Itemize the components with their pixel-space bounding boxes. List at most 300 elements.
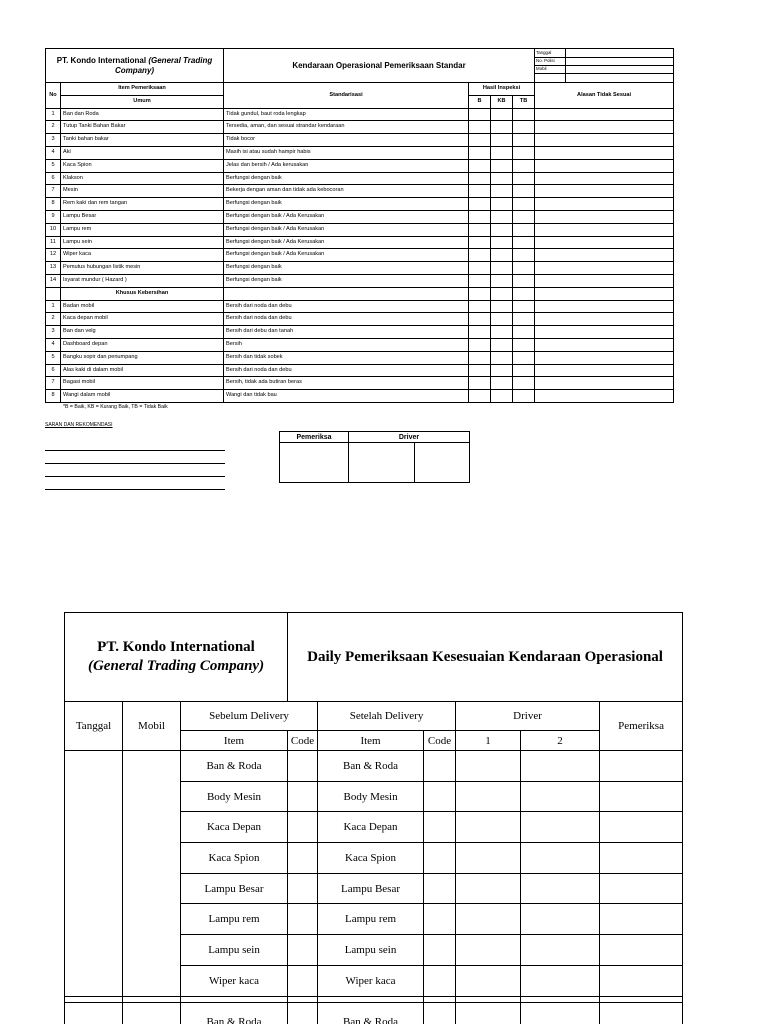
row-check-b[interactable]	[469, 326, 491, 339]
daily-pemeriksa-cell[interactable]	[600, 935, 683, 966]
inspection-row	[46, 274, 674, 287]
inspection-row	[46, 172, 674, 185]
row-item: Tutup Tanki Bahan Bakar	[61, 121, 224, 134]
row-check-b[interactable]	[469, 300, 491, 313]
inspection-row	[46, 108, 674, 121]
row-reason[interactable]	[535, 172, 674, 185]
daily-item-after: Wiper kaca	[318, 965, 424, 996]
row-check-tb[interactable]	[513, 274, 535, 287]
meta-value-blank[interactable]	[565, 74, 673, 82]
meta-value-mobil[interactable]	[565, 66, 673, 74]
row-check-kb[interactable]	[491, 262, 513, 275]
daily-code-after[interactable]	[424, 904, 456, 935]
daily-code-before[interactable]	[288, 1002, 318, 1024]
row-item: Bagasi mobil	[61, 377, 224, 390]
row-standard: Wangi dan tidak bau	[224, 390, 469, 403]
inspection-row	[46, 262, 674, 275]
row-item: Klakson	[61, 172, 224, 185]
header-kb: KB	[491, 95, 513, 108]
daily-item-before: Lampu sein	[181, 935, 288, 966]
daily-code-before[interactable]	[288, 812, 318, 843]
row-check-tb[interactable]	[513, 172, 535, 185]
row-reason[interactable]	[535, 377, 674, 390]
sig-box-driver-2[interactable]	[415, 443, 470, 483]
row-check-tb[interactable]	[513, 262, 535, 275]
row-check-kb[interactable]	[491, 300, 513, 313]
row-standard: Berfungsi dengan baik	[224, 172, 469, 185]
daily-driver-2-cell[interactable]	[521, 781, 600, 812]
signature-block	[279, 431, 470, 483]
row-check-tb[interactable]	[513, 326, 535, 339]
row-check-b[interactable]	[469, 108, 491, 121]
row-check-kb[interactable]	[491, 274, 513, 287]
daily-pemeriksa-cell[interactable]	[600, 843, 683, 874]
meta-table	[535, 49, 673, 82]
daily-header-driver-2: 2	[521, 731, 600, 751]
row-standard: Bekerja dengan aman dan tidak ada kebocoran	[224, 185, 469, 198]
row-item: Ban dan Roda	[61, 108, 224, 121]
row-standard: Bersih	[224, 338, 469, 351]
row-standard: Berfungsi dengan baik / Ada Kerusakan	[224, 223, 469, 236]
row-reason[interactable]	[535, 108, 674, 121]
row-standard: Berfungsi dengan baik	[224, 262, 469, 275]
daily-item-after: Lampu rem	[318, 904, 424, 935]
kebersihan-tb-blank	[513, 287, 535, 300]
row-standard: Berfungsi dengan baik / Ada Kerusakan	[224, 210, 469, 223]
daily-code-before[interactable]	[288, 935, 318, 966]
header-hasil-inspeksi: Hasil Inspeksi	[469, 83, 535, 96]
row-check-b[interactable]	[469, 338, 491, 351]
inspection-row	[46, 198, 674, 211]
meta-label-tanggal: Tanggal	[535, 49, 565, 57]
row-reason[interactable]	[535, 300, 674, 313]
meta-cell	[535, 49, 674, 83]
daily-driver-2-cell[interactable]	[521, 843, 600, 874]
row-check-b[interactable]	[469, 121, 491, 134]
row-check-tb[interactable]	[513, 249, 535, 262]
daily-company-suffix: (General Trading Company)	[87, 658, 265, 674]
row-item: Pemutus hubungan listik mesin	[61, 262, 224, 275]
row-reason[interactable]	[535, 134, 674, 147]
daily-code-before[interactable]	[288, 873, 318, 904]
daily-driver-1-cell[interactable]	[456, 781, 521, 812]
row-number: 13	[46, 262, 61, 275]
inspection-row	[46, 364, 674, 377]
daily-driver-2-cell[interactable]	[521, 965, 600, 996]
row-reason[interactable]	[535, 121, 674, 134]
row-check-b[interactable]	[469, 313, 491, 326]
daily-driver-2-cell[interactable]	[521, 1002, 600, 1024]
daily-driver-2-cell[interactable]	[521, 751, 600, 782]
kebersihan-body	[46, 300, 674, 402]
row-standard: Berfungsi dengan baik / Ada Kerusakan	[224, 236, 469, 249]
kebersihan-section-label: Khusus Kebersihan	[61, 287, 224, 300]
row-item: Tanki bahan bakar	[61, 134, 224, 147]
row-item: Bangku sopir dan penumpang	[61, 351, 224, 364]
row-check-b[interactable]	[469, 134, 491, 147]
daily-driver-2-cell[interactable]	[521, 812, 600, 843]
row-item: Lampu sein	[61, 236, 224, 249]
row-reason[interactable]	[535, 159, 674, 172]
daily-inspection-table	[64, 612, 683, 1024]
row-item: Badan mobil	[61, 300, 224, 313]
row-check-b[interactable]	[469, 236, 491, 249]
row-reason[interactable]	[535, 210, 674, 223]
kebersihan-kb-blank	[491, 287, 513, 300]
inspection-row	[46, 351, 674, 364]
row-reason[interactable]	[535, 326, 674, 339]
row-number: 9	[46, 210, 61, 223]
row-standard: Bersih dan tidak sobek	[224, 351, 469, 364]
row-number: 14	[46, 274, 61, 287]
daily-item-after: Kaca Spion	[318, 843, 424, 874]
sig-box-pemeriksa[interactable]	[280, 443, 349, 483]
daily-code-after[interactable]	[424, 781, 456, 812]
row-standard: Jelas dan bersih / Ada kerusakan	[224, 159, 469, 172]
daily-header-mobil: Mobil	[123, 702, 181, 751]
daily-mobil-cell[interactable]	[123, 1002, 181, 1024]
row-check-kb[interactable]	[491, 390, 513, 403]
row-standard: Bersih dari noda dan debu	[224, 364, 469, 377]
row-number: 12	[46, 249, 61, 262]
daily-tanggal-cell[interactable]	[65, 751, 123, 997]
sig-label-driver: Driver	[349, 432, 470, 443]
row-check-tb[interactable]	[513, 351, 535, 364]
row-item: Kaca Spion	[61, 159, 224, 172]
daily-pemeriksa-cell[interactable]	[600, 1002, 683, 1024]
row-check-tb[interactable]	[513, 210, 535, 223]
daily-header-driver: Driver	[456, 702, 600, 731]
header-item: Item Pemeriksaan	[61, 83, 224, 96]
daily-body	[65, 751, 683, 1024]
daily-driver-1-cell[interactable]	[456, 873, 521, 904]
row-reason[interactable]	[535, 390, 674, 403]
daily-driver-1-cell[interactable]	[456, 843, 521, 874]
row-standard: Masih isi atau sudah hampir habis	[224, 146, 469, 159]
inspection-row	[46, 159, 674, 172]
row-check-tb[interactable]	[513, 313, 535, 326]
daily-driver-1-cell[interactable]	[456, 904, 521, 935]
daily-item-before: Wiper kaca	[181, 965, 288, 996]
row-standard: Berfungsi dengan baik	[224, 198, 469, 211]
kebersihan-b-blank	[469, 287, 491, 300]
row-check-kb[interactable]	[491, 313, 513, 326]
daily-item-after: Lampu Besar	[318, 873, 424, 904]
row-reason[interactable]	[535, 338, 674, 351]
row-item: Lampu Besar	[61, 210, 224, 223]
row-standard: Bersih dari noda dan debu	[224, 313, 469, 326]
row-check-tb[interactable]	[513, 236, 535, 249]
daily-tanggal-cell[interactable]	[65, 1002, 123, 1024]
row-number: 2	[46, 313, 61, 326]
row-check-kb[interactable]	[491, 249, 513, 262]
row-check-kb[interactable]	[491, 159, 513, 172]
row-item: Dashboard depan	[61, 338, 224, 351]
daily-driver-2-cell[interactable]	[521, 873, 600, 904]
kebersihan-alasan-blank	[535, 287, 674, 300]
sig-label-pemeriksa: Pemeriksa	[280, 432, 349, 443]
row-item: Ban dan velg	[61, 326, 224, 339]
row-check-b[interactable]	[469, 146, 491, 159]
row-check-tb[interactable]	[513, 338, 535, 351]
daily-pemeriksa-cell[interactable]	[600, 873, 683, 904]
row-reason[interactable]	[535, 351, 674, 364]
daily-code-before[interactable]	[288, 751, 318, 782]
header-tb: TB	[513, 95, 535, 108]
row-standard: Berfungsi dengan baik / Ada Kerusakan	[224, 249, 469, 262]
row-check-tb[interactable]	[513, 146, 535, 159]
row-reason[interactable]	[535, 262, 674, 275]
row-standard: Tidak bocor	[224, 134, 469, 147]
row-check-tb[interactable]	[513, 223, 535, 236]
daily-header-setelah: Setelah Delivery	[318, 702, 456, 731]
row-check-kb[interactable]	[491, 338, 513, 351]
row-check-kb[interactable]	[491, 134, 513, 147]
row-check-b[interactable]	[469, 198, 491, 211]
header-alasan: Alasan Tidak Sesuai	[535, 83, 674, 109]
daily-item-after: Ban & Roda	[318, 751, 424, 782]
inspection-row	[46, 326, 674, 339]
row-number: 3	[46, 134, 61, 147]
inspection-row	[46, 146, 674, 159]
header-standarisasi: Standarisasi	[224, 83, 469, 109]
row-check-kb[interactable]	[491, 377, 513, 390]
row-check-kb[interactable]	[491, 351, 513, 364]
daily-form-title: Daily Pemeriksaan Kesesuaian Kendaraan Operasional	[288, 613, 683, 702]
row-check-tb[interactable]	[513, 121, 535, 134]
daily-item-row	[65, 751, 683, 782]
row-number: 8	[46, 198, 61, 211]
legend-footnote: *B = Baik, KB = Kurang Baik, TB = Tidak Baik	[63, 404, 168, 410]
saran-line-4[interactable]	[45, 477, 225, 490]
row-item: Lampu rem	[61, 223, 224, 236]
row-number: 6	[46, 172, 61, 185]
saran-title: SARAN DAN REKOMENDASI	[45, 422, 113, 428]
daily-code-after[interactable]	[424, 751, 456, 782]
meta-value-tanggal[interactable]	[565, 49, 673, 57]
inspection-row	[46, 185, 674, 198]
daily-driver-2-cell[interactable]	[521, 935, 600, 966]
row-number: 5	[46, 159, 61, 172]
row-number: 11	[46, 236, 61, 249]
row-check-b[interactable]	[469, 210, 491, 223]
row-number: 2	[46, 121, 61, 134]
row-check-kb[interactable]	[491, 146, 513, 159]
daily-item-before: Ban & Roda	[181, 751, 288, 782]
daily-pemeriksa-cell[interactable]	[600, 965, 683, 996]
inspection-row	[46, 236, 674, 249]
row-item: Wiper kaca	[61, 249, 224, 262]
daily-code-before[interactable]	[288, 965, 318, 996]
daily-company-cell	[65, 613, 288, 702]
row-number: 4	[46, 338, 61, 351]
row-standard: Bersih dari debu dan tanah	[224, 326, 469, 339]
row-check-kb[interactable]	[491, 121, 513, 134]
daily-item-after: Body Mesin	[318, 781, 424, 812]
row-check-tb[interactable]	[513, 134, 535, 147]
daily-code-before[interactable]	[288, 904, 318, 935]
row-number: 7	[46, 377, 61, 390]
daily-header-pemeriksa: Pemeriksa	[600, 702, 683, 751]
daily-code-after[interactable]	[424, 965, 456, 996]
inspection-row	[46, 223, 674, 236]
daily-code-after[interactable]	[424, 843, 456, 874]
row-check-b[interactable]	[469, 172, 491, 185]
row-check-b[interactable]	[469, 185, 491, 198]
row-standard: Berfungsi dengan baik	[224, 274, 469, 287]
daily-pemeriksa-cell[interactable]	[600, 812, 683, 843]
row-check-tb[interactable]	[513, 159, 535, 172]
standard-inspection-table	[45, 48, 674, 403]
daily-pemeriksa-cell[interactable]	[600, 904, 683, 935]
daily-header-code-after: Code	[424, 731, 456, 751]
row-reason[interactable]	[535, 364, 674, 377]
daily-code-before[interactable]	[288, 781, 318, 812]
header-umum: Umum	[61, 95, 224, 108]
row-reason[interactable]	[535, 313, 674, 326]
row-item: Kaca depan mobil	[61, 313, 224, 326]
meta-label-blank	[535, 74, 565, 82]
daily-driver-1-cell[interactable]	[456, 935, 521, 966]
daily-item-after: Kaca Depan	[318, 812, 424, 843]
row-check-b[interactable]	[469, 159, 491, 172]
inspection-row	[46, 338, 674, 351]
row-reason[interactable]	[535, 146, 674, 159]
daily-pemeriksa-cell[interactable]	[600, 751, 683, 782]
kebersihan-std-blank	[224, 287, 469, 300]
row-item: Rem kaki dan rem tangan	[61, 198, 224, 211]
row-check-kb[interactable]	[491, 210, 513, 223]
inspection-row	[46, 390, 674, 403]
kebersihan-no-blank	[46, 287, 61, 300]
daily-header-sebelum: Sebelum Delivery	[181, 702, 318, 731]
row-check-tb[interactable]	[513, 364, 535, 377]
row-number: 8	[46, 390, 61, 403]
row-standard: Bersih dari noda dan debu	[224, 300, 469, 313]
row-check-kb[interactable]	[491, 223, 513, 236]
daily-company-name: PT. Kondo International	[97, 639, 255, 656]
daily-code-after[interactable]	[424, 873, 456, 904]
row-check-kb[interactable]	[491, 326, 513, 339]
row-item: Wangi dalam mobil	[61, 390, 224, 403]
daily-driver-1-cell[interactable]	[456, 751, 521, 782]
umum-body	[46, 108, 674, 287]
row-check-kb[interactable]	[491, 364, 513, 377]
daily-header-item-before: Item	[181, 731, 288, 751]
saran-line-3[interactable]	[45, 464, 225, 477]
inspection-row	[46, 249, 674, 262]
row-check-b[interactable]	[469, 364, 491, 377]
row-check-b[interactable]	[469, 262, 491, 275]
row-number: 3	[46, 326, 61, 339]
daily-driver-1-cell[interactable]	[456, 812, 521, 843]
row-check-b[interactable]	[469, 390, 491, 403]
row-reason[interactable]	[535, 236, 674, 249]
company-suffix: (General Trading Company)	[114, 56, 213, 75]
daily-mobil-cell[interactable]	[123, 751, 181, 997]
row-check-b[interactable]	[469, 351, 491, 364]
row-number: 7	[46, 185, 61, 198]
row-item: Mesin	[61, 185, 224, 198]
saran-section	[45, 422, 225, 490]
daily-driver-1-cell[interactable]	[456, 1002, 521, 1024]
row-number: 4	[46, 146, 61, 159]
company-name: PT. Kondo International	[56, 56, 147, 66]
saran-line-1[interactable]	[45, 438, 225, 451]
row-standard: Bersih, tidak ada butiran beras	[224, 377, 469, 390]
form-title: Kendaraan Operasional Pemeriksaan Standar	[224, 49, 535, 83]
inspection-row	[46, 377, 674, 390]
row-check-kb[interactable]	[491, 198, 513, 211]
row-reason[interactable]	[535, 249, 674, 262]
company-name-cell	[46, 49, 224, 83]
row-item: Isyarat mundur ( Hazard )	[61, 274, 224, 287]
row-check-tb[interactable]	[513, 377, 535, 390]
row-reason[interactable]	[535, 274, 674, 287]
daily-item-before: Kaca Depan	[181, 812, 288, 843]
row-reason[interactable]	[535, 223, 674, 236]
row-check-tb[interactable]	[513, 300, 535, 313]
row-standard: Tersedia, aman, dan sesuai strandar kendaraan	[224, 121, 469, 134]
row-check-tb[interactable]	[513, 198, 535, 211]
daily-pemeriksa-cell[interactable]	[600, 781, 683, 812]
meta-value-no-polisi[interactable]	[565, 57, 673, 65]
inspection-row	[46, 134, 674, 147]
row-reason[interactable]	[535, 185, 674, 198]
daily-item-after: Lampu sein	[318, 935, 424, 966]
row-check-tb[interactable]	[513, 185, 535, 198]
row-reason[interactable]	[535, 198, 674, 211]
row-check-kb[interactable]	[491, 185, 513, 198]
daily-code-after[interactable]	[424, 812, 456, 843]
row-check-b[interactable]	[469, 223, 491, 236]
row-check-b[interactable]	[469, 274, 491, 287]
daily-code-after[interactable]	[424, 935, 456, 966]
row-check-b[interactable]	[469, 249, 491, 262]
daily-header-code-before: Code	[288, 731, 318, 751]
row-check-tb[interactable]	[513, 390, 535, 403]
daily-item-before: Ban & Roda	[181, 1002, 288, 1024]
daily-item-before: Kaca Spion	[181, 843, 288, 874]
inspection-row	[46, 300, 674, 313]
header-no: No	[46, 83, 61, 109]
sig-box-driver-1[interactable]	[349, 443, 415, 483]
saran-line-2[interactable]	[45, 451, 225, 464]
daily-code-after[interactable]	[424, 1002, 456, 1024]
daily-driver-1-cell[interactable]	[456, 965, 521, 996]
row-number: 5	[46, 351, 61, 364]
daily-header-tanggal: Tanggal	[65, 702, 123, 751]
inspection-row	[46, 121, 674, 134]
daily-item-before: Lampu rem	[181, 904, 288, 935]
row-check-kb[interactable]	[491, 172, 513, 185]
signature-table	[279, 431, 470, 483]
row-check-b[interactable]	[469, 377, 491, 390]
daily-driver-2-cell[interactable]	[521, 904, 600, 935]
row-check-kb[interactable]	[491, 108, 513, 121]
meta-label-no-polisi: No. Polisi	[535, 57, 565, 65]
row-check-kb[interactable]	[491, 236, 513, 249]
row-number: 1	[46, 108, 61, 121]
inspection-form-standard	[45, 48, 673, 403]
daily-header-driver-1: 1	[456, 731, 521, 751]
daily-code-before[interactable]	[288, 843, 318, 874]
row-item: Aki	[61, 146, 224, 159]
daily-inspection-form	[64, 612, 682, 1024]
row-check-tb[interactable]	[513, 108, 535, 121]
row-number: 10	[46, 223, 61, 236]
header-b: B	[469, 95, 491, 108]
